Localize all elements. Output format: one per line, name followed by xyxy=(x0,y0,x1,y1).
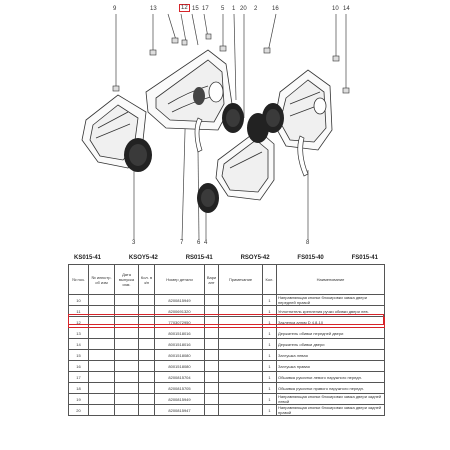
cell-pos: 17 xyxy=(69,372,89,383)
table-header-row xyxy=(69,265,385,295)
cell-qty: 1 xyxy=(263,295,277,306)
col-name: Наименование xyxy=(277,265,385,295)
table-row[interactable] xyxy=(69,295,385,306)
col-qty-set: Кол. в з/п xyxy=(139,265,155,295)
cell-variant xyxy=(205,361,219,372)
callout-8: 8 xyxy=(306,240,310,246)
table-row[interactable] xyxy=(69,350,385,361)
cell-qty-set xyxy=(139,339,155,350)
cell-name: Направляющая кнопки блокировки замка двери задней правой xyxy=(277,405,385,416)
cell-name: Обшивка рукоятки левого наружного передн. xyxy=(277,372,385,383)
cell-pos: 15 xyxy=(69,350,89,361)
callout-4: 4 xyxy=(204,240,208,246)
cell-pos: 11 xyxy=(69,306,89,317)
cell-pos: 12 xyxy=(69,317,89,328)
model-code: RS015-41 xyxy=(185,255,213,261)
cell-name: Заклепка алюм D 4,8-10 xyxy=(277,317,385,328)
model-code: KSOY5-42 xyxy=(128,255,158,261)
cell-part-no: 8001518080 xyxy=(155,350,205,361)
table-row[interactable] xyxy=(69,405,385,416)
cell-part-no: 8001518016 xyxy=(155,339,205,350)
callout-15: 15 xyxy=(192,6,199,12)
cell-qty-set xyxy=(139,317,155,328)
cell-part-no: 8200815947 xyxy=(155,405,205,416)
cell-note xyxy=(219,372,263,383)
cell-qty-set xyxy=(139,394,155,405)
model-code: RSOY5-42 xyxy=(240,255,270,261)
col-date: Дата выпуска изм. xyxy=(115,265,139,295)
cell-illus xyxy=(89,383,115,394)
cell-part-no: 8200815949 xyxy=(155,295,205,306)
cell-pos: 16 xyxy=(69,361,89,372)
cell-pos: 13 xyxy=(69,328,89,339)
callout-10: 10 xyxy=(332,6,339,12)
cell-note xyxy=(219,383,263,394)
table-row[interactable] xyxy=(69,339,385,350)
cell-variant xyxy=(205,295,219,306)
cell-qty-set xyxy=(139,328,155,339)
cell-date xyxy=(115,383,139,394)
table-row[interactable] xyxy=(69,317,385,328)
cell-qty-set xyxy=(139,405,155,416)
cell-variant xyxy=(205,339,219,350)
cell-note xyxy=(219,328,263,339)
callout-13: 13 xyxy=(150,6,157,12)
door-trim-exploded-diagram xyxy=(68,0,390,250)
model-code: FS015-41 xyxy=(351,255,378,261)
cell-part-no: 8200815705 xyxy=(155,383,205,394)
cell-date xyxy=(115,372,139,383)
cell-note xyxy=(219,350,263,361)
callout-12-highlighted[interactable]: 12 xyxy=(181,5,188,11)
callout-3: 3 xyxy=(132,240,136,246)
model-code: KS015-41 xyxy=(74,255,102,261)
cell-note xyxy=(219,394,263,405)
cell-qty: 1 xyxy=(263,339,277,350)
callout-7: 7 xyxy=(180,240,184,246)
cell-illus xyxy=(89,394,115,405)
cell-variant xyxy=(205,306,219,317)
cell-illus xyxy=(89,295,115,306)
cell-pos: 19 xyxy=(69,394,89,405)
table-row[interactable] xyxy=(69,383,385,394)
cell-qty: 1 xyxy=(263,405,277,416)
cell-part-no: 8001518016 xyxy=(155,328,205,339)
callout-1: 1 xyxy=(232,6,236,12)
cell-note xyxy=(219,317,263,328)
cell-part-no: 8200815949 xyxy=(155,394,205,405)
cell-qty-set xyxy=(139,295,155,306)
callout-2: 2 xyxy=(254,6,258,12)
callout-9: 9 xyxy=(113,6,117,12)
cell-variant xyxy=(205,372,219,383)
cell-qty-set xyxy=(139,350,155,361)
cell-part-no: 7703072950 xyxy=(155,317,205,328)
cell-date xyxy=(115,405,139,416)
cell-part-no: 8200691320 xyxy=(155,306,205,317)
cell-date xyxy=(115,317,139,328)
cell-pos: 10 xyxy=(69,295,89,306)
model-codes-row xyxy=(68,253,384,264)
cell-qty: 1 xyxy=(263,328,277,339)
cell-qty-set xyxy=(139,383,155,394)
model-code: FS015-40 xyxy=(297,255,324,261)
cell-illus xyxy=(89,317,115,328)
callout-16: 16 xyxy=(272,6,279,12)
parts-table xyxy=(68,264,385,416)
cell-note xyxy=(219,295,263,306)
cell-name: Направляющая кнопки блокировки замка двери задней левой xyxy=(277,394,385,405)
col-pos: № поз. xyxy=(69,265,89,295)
diagram-drawing xyxy=(68,0,390,250)
callout-17: 17 xyxy=(202,6,209,12)
table-row[interactable] xyxy=(69,328,385,339)
cell-part-no: 8001518080 xyxy=(155,361,205,372)
col-part-no: Номер детали xyxy=(155,265,205,295)
cell-illus xyxy=(89,339,115,350)
table-row[interactable] xyxy=(69,306,385,317)
cell-qty: 1 xyxy=(263,361,277,372)
cell-variant xyxy=(205,405,219,416)
table-row[interactable] xyxy=(69,372,385,383)
cell-date xyxy=(115,295,139,306)
cell-note xyxy=(219,405,263,416)
callout-5: 5 xyxy=(221,6,225,12)
cell-date xyxy=(115,328,139,339)
cell-pos: 14 xyxy=(69,339,89,350)
cell-illus xyxy=(89,328,115,339)
cell-note xyxy=(219,361,263,372)
cell-note xyxy=(219,339,263,350)
cell-name: Направляющая кнопки блокировки замка двери передней правой xyxy=(277,295,385,306)
cell-qty-set xyxy=(139,306,155,317)
cell-note xyxy=(219,306,263,317)
cell-illus xyxy=(89,306,115,317)
cell-name: Уплотнитель крепления ручки обивки двери лев. xyxy=(277,306,385,317)
cell-illus xyxy=(89,372,115,383)
cell-illus xyxy=(89,350,115,361)
col-note: Примечание xyxy=(219,265,263,295)
cell-qty: 1 xyxy=(263,394,277,405)
cell-date xyxy=(115,339,139,350)
cell-name: Заглушка правая xyxy=(277,361,385,372)
cell-pos: 18 xyxy=(69,383,89,394)
parts-table-section xyxy=(68,253,384,416)
cell-qty: 1 xyxy=(263,306,277,317)
callout-14: 14 xyxy=(343,6,350,12)
cell-variant xyxy=(205,394,219,405)
cell-illus xyxy=(89,361,115,372)
col-variant: Ваpи ант xyxy=(205,265,219,295)
cell-name: Обшивка рукоятки правого наружного передн. xyxy=(277,383,385,394)
cell-variant xyxy=(205,317,219,328)
table-row[interactable] xyxy=(69,394,385,405)
cell-qty-set xyxy=(139,372,155,383)
cell-qty: 1 xyxy=(263,317,277,328)
cell-qty: 1 xyxy=(263,350,277,361)
cell-variant xyxy=(205,383,219,394)
col-qty: Кол. xyxy=(263,265,277,295)
cell-qty: 1 xyxy=(263,372,277,383)
callout-6: 6 xyxy=(197,240,201,246)
cell-name: Заглушка левая xyxy=(277,350,385,361)
cell-qty: 1 xyxy=(263,383,277,394)
cell-part-no: 8200815704 xyxy=(155,372,205,383)
cell-pos: 20 xyxy=(69,405,89,416)
callout-20: 20 xyxy=(240,6,247,12)
cell-date xyxy=(115,361,139,372)
cell-variant xyxy=(205,350,219,361)
cell-qty-set xyxy=(139,361,155,372)
cell-date xyxy=(115,306,139,317)
cell-name: Держатель обивки двери xyxy=(277,339,385,350)
table-row[interactable] xyxy=(69,361,385,372)
cell-variant xyxy=(205,328,219,339)
cell-name: Держатель обивки передней двери xyxy=(277,328,385,339)
cell-date xyxy=(115,394,139,405)
cell-illus xyxy=(89,405,115,416)
col-illus: № илюстр. об изм xyxy=(89,265,115,295)
cell-date xyxy=(115,350,139,361)
